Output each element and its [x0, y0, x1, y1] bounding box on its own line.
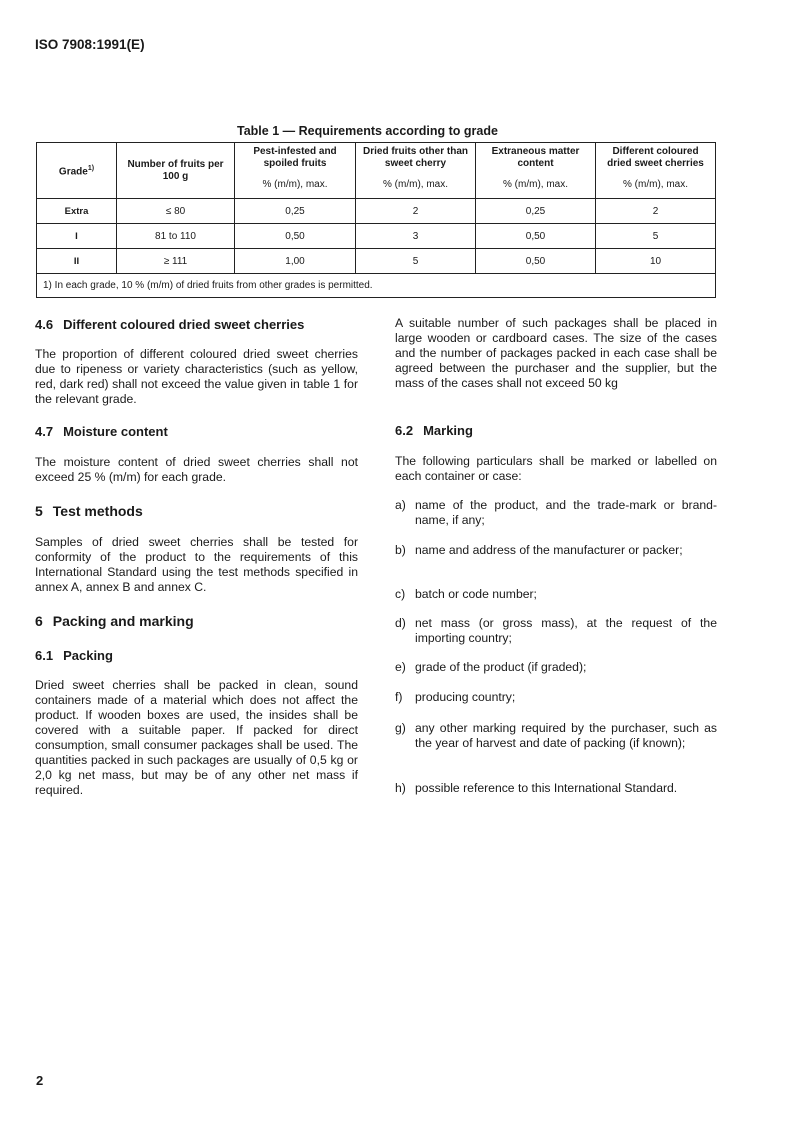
list-item: h) possible reference to this International Standard. [395, 781, 678, 795]
different-coloured-header: Different coloured dried sweet cherries % (m/m), max. [596, 143, 716, 199]
table-footnote-row [37, 274, 716, 298]
pest-infested-header: Pest-infested and spoiled fruits % (m/m), max. [235, 143, 356, 199]
grade-header: Grade$^{1)}$ [37, 143, 117, 199]
heading-6: 6 Packing and marking [35, 613, 194, 629]
table-footnote: 1) In each grade, 10 % (m/m) of dried fruits from other grades is permitted. [37, 274, 716, 298]
paragraph-6-2-intro: The following particulars shall be marked or labelled on each container or case: [395, 454, 717, 483]
heading-4-6: 4.6 Different coloured dried sweet cherries [35, 317, 305, 332]
heading-4-7: 4.7 Moisture content [35, 424, 168, 439]
heading-6-2: 6.2 Marking [395, 423, 473, 438]
list-item: a) name of the product, and the trade-mark or brand-name, if any; [395, 498, 717, 527]
list-item: f) producing country; [395, 690, 516, 704]
paragraph-6-1-continued: A suitable number of such packages shall be placed in large wooden or cardboard cases. The size of the cases and the number of packages packed in each case shall be agreed between the purchaser and the supplier, but the mass of the cases shall not exceed 50 kg [395, 316, 717, 390]
list-item: b) name and address of the manufacturer or packer; [395, 543, 683, 557]
table-caption: Table 1 — Requirements according to grade [237, 124, 498, 138]
paragraph-4-7: The moisture content of dried sweet cherries shall not exceed 25 % (m/m) for each grade. [35, 455, 358, 484]
list-item: g) any other marking required by the purchaser, such as the year of harvest and date of packing (if known); [395, 721, 717, 750]
table-row: II ≥ 111 1,00 5 0,50 10 [37, 249, 716, 274]
document-id: ISO 7908:1991(E) [35, 37, 145, 52]
paragraph-4-6: The proportion of different coloured dried sweet cherries due to ripeness or variety characteristics (such as yellow, red, dark red) shall not exceed the value given in table 1 for the relevant grade. [35, 347, 358, 406]
list-item: d) net mass (or gross mass), at the request of the importing country; [395, 616, 717, 645]
heading-6-1: 6.1 Packing [35, 648, 113, 663]
number-of-fruits-header: Number of fruits per 100 g [117, 143, 235, 199]
paragraph-5: Samples of dried sweet cherries shall be tested for conformity of the product to the requirements of this International Standard using the test methods specified in annex A, annex B and annex C. [35, 535, 358, 594]
table-header-row [37, 143, 716, 199]
requirements-table [36, 142, 716, 298]
list-item: c) batch or code number; [395, 587, 537, 601]
list-item: e) grade of the product (if graded); [395, 660, 587, 674]
dried-other-header: Dried fruits other than sweet cherry % (m/m), max. [356, 143, 476, 199]
table-row: I 81 to 110 0,50 3 0,50 5 [37, 224, 716, 249]
extraneous-header: Extraneous matter content % (m/m), max. [476, 143, 596, 199]
paragraph-6-1: Dried sweet cherries shall be packed in clean, sound containers made of a material which does not affect the product. If wooden boxes are used, the insides shall be covered with a suitable paper. If packed for direct consumption, small consumer packages shall be used. The quantities packed in such packages are usually of 0,5 kg or 2,0 kg net mass, but may be of any other net mass if required. [35, 678, 358, 797]
heading-5: 5 Test methods [35, 503, 143, 519]
table-row: Extra ≤ 80 0,25 2 0,25 2 [37, 199, 716, 224]
page-number: 2 [36, 1073, 44, 1088]
